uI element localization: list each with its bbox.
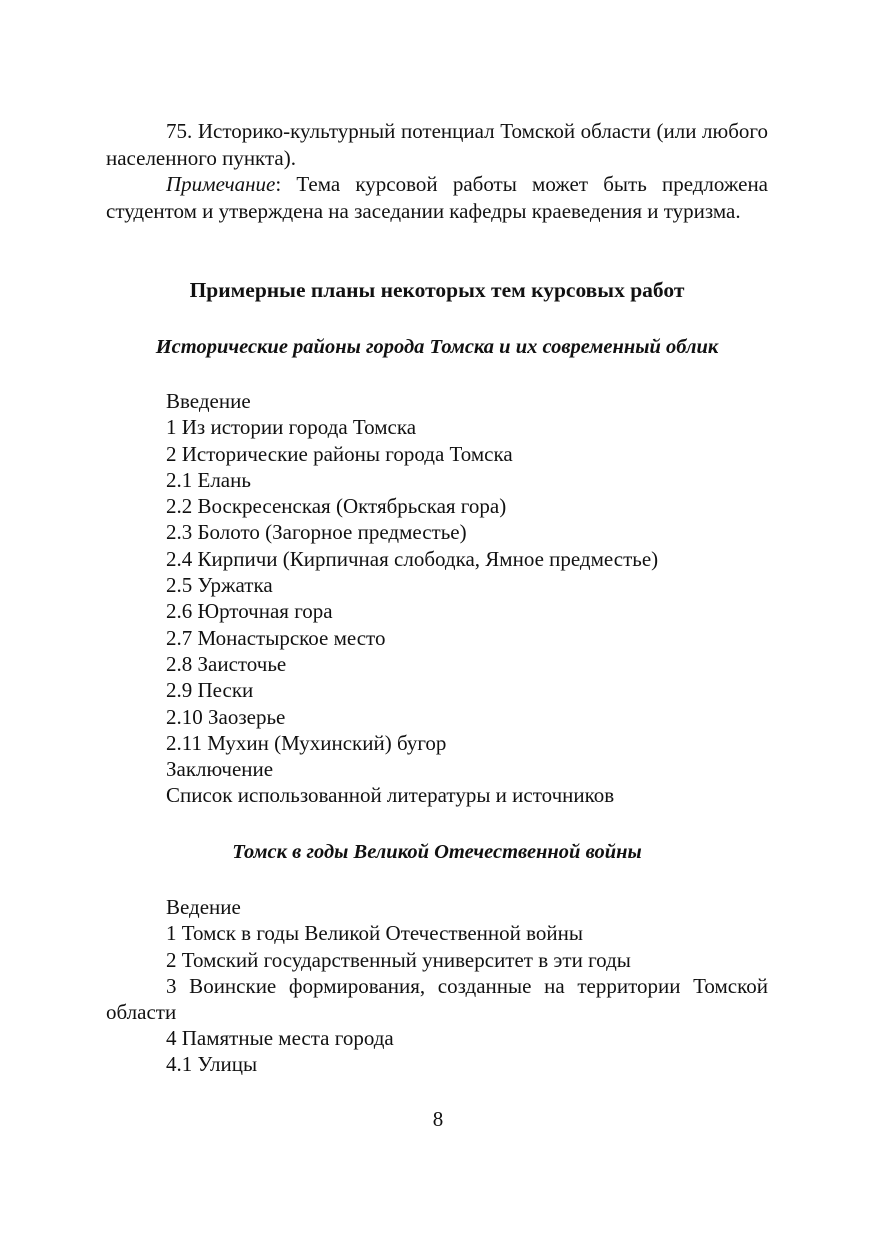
plan1-item: Введение <box>166 389 251 413</box>
plan1-item: 2.3 Болото (Загорное предместье) <box>166 520 467 545</box>
note-text: : Тема курсовой работы может быть предложена студентом и утверждена на заседании кафедры краеведения и туризма. <box>106 172 768 223</box>
section-title: Примерные планы некоторых тем курсовых работ <box>189 278 685 302</box>
item-75-text: 75. Историко-культурный потенциал Томской области (или любого населенного пункта). <box>106 119 768 170</box>
plan1-item: 2.1 Елань <box>166 467 251 492</box>
plan2-list-bottom <box>166 1025 768 1078</box>
item-75-paragraph <box>106 118 768 171</box>
plan1-item: 2.10 Заозерье <box>166 704 286 729</box>
plan2-item-3-text: 3 Воинские формирования, созданные на территории Томской области <box>106 974 768 1025</box>
page-number: 8 <box>432 1107 444 1131</box>
plan1-item: Заключение <box>166 757 274 782</box>
plan1-item: Список использованной литературы и источников <box>166 783 615 808</box>
plan2-item-3 <box>106 973 768 1026</box>
plan1-item: 2 Исторические районы города Томска <box>166 441 513 466</box>
plan2-list-top <box>166 894 768 973</box>
plan1-item: 2.2 Воскресенская (Октябрьская гора) <box>166 494 507 519</box>
plan1-item: 2.11 Мухин (Мухинский) бугор <box>166 730 447 755</box>
plan2-item: 2 Томский государственный университет в эти годы <box>166 947 631 972</box>
plan1-list <box>166 388 768 809</box>
plan1-item: 2.6 Юрточная гора <box>166 599 333 624</box>
plan1-item: 2.9 Пески <box>166 678 254 703</box>
plan2-item: Ведение <box>166 895 241 919</box>
plan1-item: 2.5 Уржатка <box>166 573 273 598</box>
plan2-item: 4 Памятные места города <box>166 1026 394 1050</box>
note-label: Примечание <box>166 172 276 196</box>
plan1-item: 2.4 Кирпичи (Кирпичная слободка, Ямное предместье) <box>166 546 659 571</box>
plan1-item: 1 Из истории города Томска <box>166 415 417 440</box>
plan1-title: Исторические районы города Томска и их современный облик <box>155 336 719 358</box>
plan1-item: 2.7 Монастырское место <box>166 625 386 650</box>
plan1-item: 2.8 Заисточье <box>166 651 287 676</box>
plan2-item: 4.1 Улицы <box>166 1052 258 1077</box>
plan2-title: Томск в годы Великой Отечественной войны <box>232 841 642 863</box>
plan2-item: 1 Томск в годы Великой Отечественной войны <box>166 921 584 946</box>
note-paragraph <box>106 171 768 224</box>
